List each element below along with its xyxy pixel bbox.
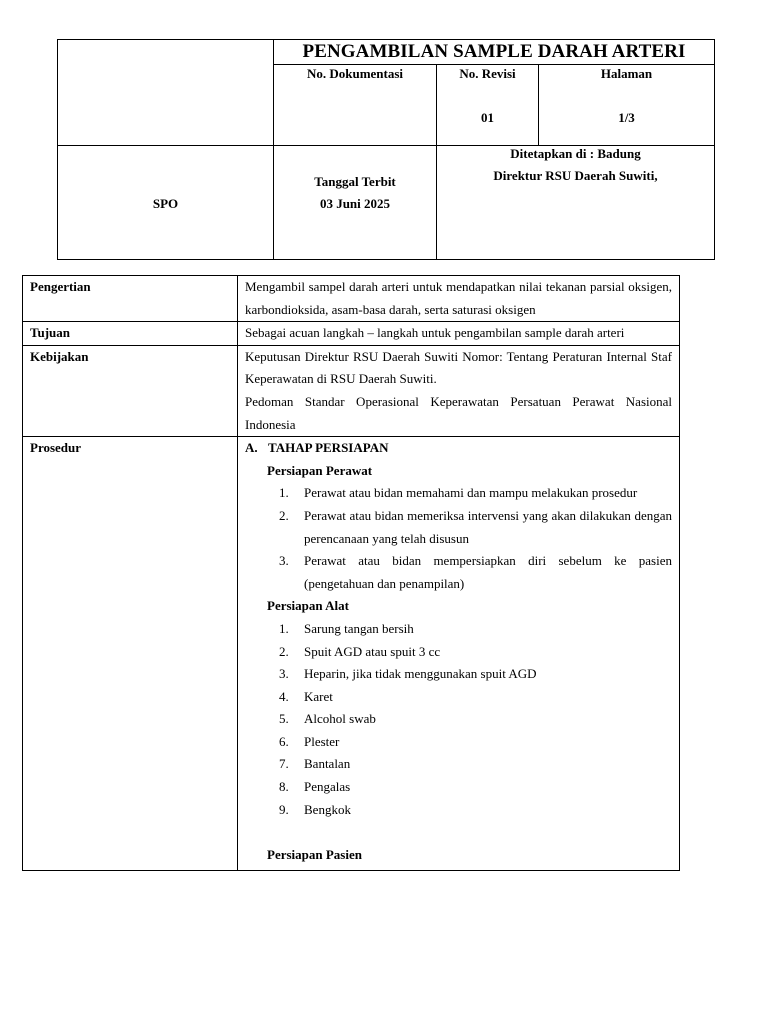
pengertian-text: Mengambil sampel darah arteri untuk mendapatkan nilai tekanan parsial oksigen, karbondioksida, asam-basa darah, serta saturasi oksigen [238, 276, 680, 322]
approval-cell [437, 146, 715, 260]
revision-cell [437, 65, 539, 146]
list-item: 1. Sarung tangan bersih [279, 620, 414, 636]
pengertian-label: Pengertian [23, 276, 238, 322]
prosedur-cell [238, 437, 680, 871]
spo-content-table [22, 275, 680, 871]
list-item: 5. Alcohol swab [279, 711, 376, 727]
list-item: 1. Perawat atau bidan memahami dan mampu melakukan prosedur [279, 485, 638, 501]
list-item: 6. Plester [279, 733, 340, 749]
revision-label: No. Revisi [459, 66, 516, 81]
page-value: 1/3 [618, 110, 635, 125]
section-title: TAHAP PERSIAPAN [268, 440, 389, 456]
persiapan-alat-list [245, 618, 672, 821]
page-label: Halaman [600, 66, 653, 81]
persiapan-alat-heading: Persiapan Alat [267, 598, 349, 614]
revision-value: 01 [481, 110, 494, 125]
list-item: 2. Perawat atau bidan memeriksa intervensi yang akan dilakukan dengan perencanaan yang telah disusun [279, 507, 672, 546]
director-label: Direktur RSU Daerah Suwiti, [493, 168, 658, 183]
list-item: 3. Perawat atau bidan mempersiapkan diri sebelum ke pasien (pengetahuan dan penampilan) [279, 553, 672, 591]
kebijakan-text-2: Pedoman Standar Operasional Keperawatan Persatuan Perawat Nasional Indonesia [245, 393, 672, 432]
document-title: PENGAMBILAN SAMPLE DARAH ARTERI [274, 40, 715, 65]
list-item: 2. Spuit AGD atau spuit 3 cc [279, 643, 441, 659]
row-prosedur [23, 437, 680, 871]
kebijakan-cell [238, 345, 680, 436]
list-item: 8. Pengalas [279, 779, 351, 795]
kebijakan-label: Kebijakan [23, 345, 238, 436]
issue-date-label: Tanggal Terbit [314, 173, 396, 189]
blank-line [245, 821, 672, 844]
spo-cell [58, 146, 274, 260]
list-item: 7. Bantalan [279, 756, 351, 772]
set-at-label: Ditetapkan di : Badung [510, 146, 641, 161]
section-letter: A. [245, 440, 258, 456]
persiapan-perawat-list [245, 482, 672, 595]
prosedur-label: Prosedur [23, 437, 238, 871]
list-item: 9. Bengkok [279, 801, 351, 817]
list-item: 4. Karet [279, 688, 333, 704]
list-item: 3. Heparin, jika tidak menggunakan spuit AGD [279, 666, 537, 682]
tujuan-text: Sebagai acuan langkah – langkah untuk pengambilan sample darah arteri [238, 322, 680, 346]
row-pengertian [23, 276, 680, 322]
persiapan-pasien-heading: Persiapan Pasien [267, 846, 362, 862]
issue-date-value: 03 Juni 2025 [319, 195, 391, 211]
row-tujuan [23, 322, 680, 346]
doc-number-cell [274, 65, 437, 146]
page-cell [539, 65, 715, 146]
spo-label: SPO [152, 195, 179, 211]
row-kebijakan [23, 345, 680, 436]
doc-number-label: No. Dokumentasi [306, 66, 404, 81]
persiapan-perawat-heading: Persiapan Perawat [267, 462, 373, 478]
issue-date-cell [274, 146, 437, 260]
tujuan-label: Tujuan [23, 322, 238, 346]
header-table [57, 39, 715, 260]
section-heading [245, 437, 672, 460]
logo-cell [58, 40, 274, 146]
kebijakan-text-1: Keputusan Direktur RSU Daerah Suwiti Nomor: Tentang Peraturan Internal Staf Keperawatan di RSU Daerah Suwiti. [245, 348, 672, 387]
